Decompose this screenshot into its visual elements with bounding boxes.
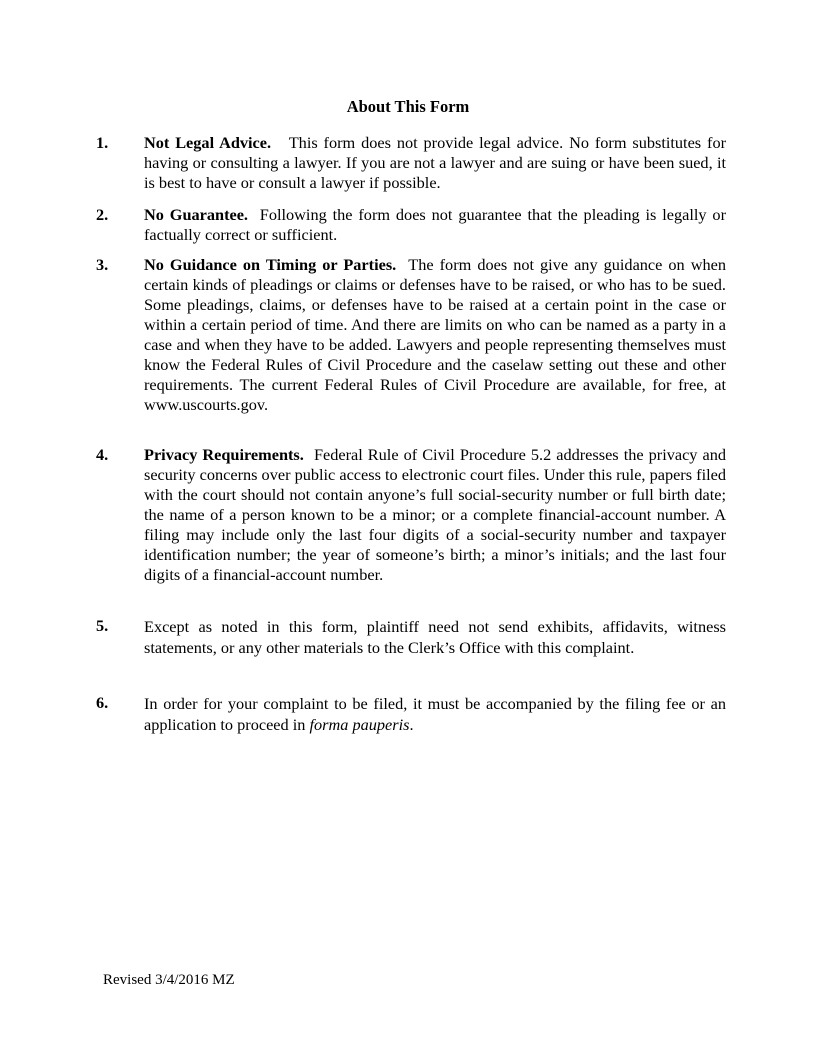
list-item [96,693,726,735]
item-heading: Privacy Requirements. [144,445,304,464]
item-text: The form does not give any guidance on when certain kinds of pleadings or claims or defenses have to be raised, or who has to be sued. Some pleadings, claims, or defenses have to be raised at a certain point in the case or within a certain period of time. And there are limits on who can be named as a party in a case and when they have to be added. Lawyers and people representing themselves must know the Federal Rules of Civil Procedure and the caselaw setting out these and other requirements. The current Federal Rules of Civil Procedure are available, for free, at www.uscourts.gov. [144,255,726,414]
item-end-text: . [409,715,414,734]
item-heading: Not Legal Advice. [144,133,272,152]
item-body [144,693,726,735]
item-body [144,133,726,193]
item-body [144,616,726,658]
item-body [144,445,726,585]
revision-footer: Revised 3/4/2016 MZ [103,972,235,988]
item-number: 1. [96,133,109,152]
item-text: Following the form does not guarantee that the pleading is legally or factually correct or sufficient. [144,205,726,244]
item-text: Except as noted in this form, plaintiff need not send exhibits, affidavits, witness statements, or any other materials to the Clerk’s Office with this complaint. [144,617,726,657]
item-body [144,205,726,245]
item-heading: No Guidance on Timing or Parties. [144,255,397,274]
item-number: 2. [96,205,109,224]
list-item [96,255,726,415]
item-italic-text: forma pauperis [309,715,410,734]
list-item [96,616,726,658]
item-text: In order for your complaint to be filed, it must be accompanied by the filing fee or an application to proceed in [144,694,726,734]
list-item [96,205,726,245]
item-heading: No Guarantee. [144,205,249,224]
item-number: 4. [96,445,109,464]
item-number: 6. [96,693,109,712]
item-text: This form does not provide legal advice. No form substitutes for having or consulting a lawyer. If you are not a lawyer and are suing or have been sued, it is best to have or consult a lawyer if possible. [144,133,727,192]
item-text: Federal Rule of Civil Procedure 5.2 addresses the privacy and security concerns over public access to electronic court files. Under this rule, papers filed with the court should not contain anyone’s full social-security number or full birth date; the name of a person known to be a minor; or a complete financial-account number. A filing may include only the last four digits of a social-security number and taxpayer identification number; the year of someone’s birth; a minor’s initials; and the last four digits of a financial-account number. [144,445,726,584]
page-title: About This Form [346,97,470,116]
item-body [144,255,726,415]
list-item [96,445,726,585]
item-number: 5. [96,616,109,635]
list-item [96,133,726,193]
item-number: 3. [96,255,109,274]
